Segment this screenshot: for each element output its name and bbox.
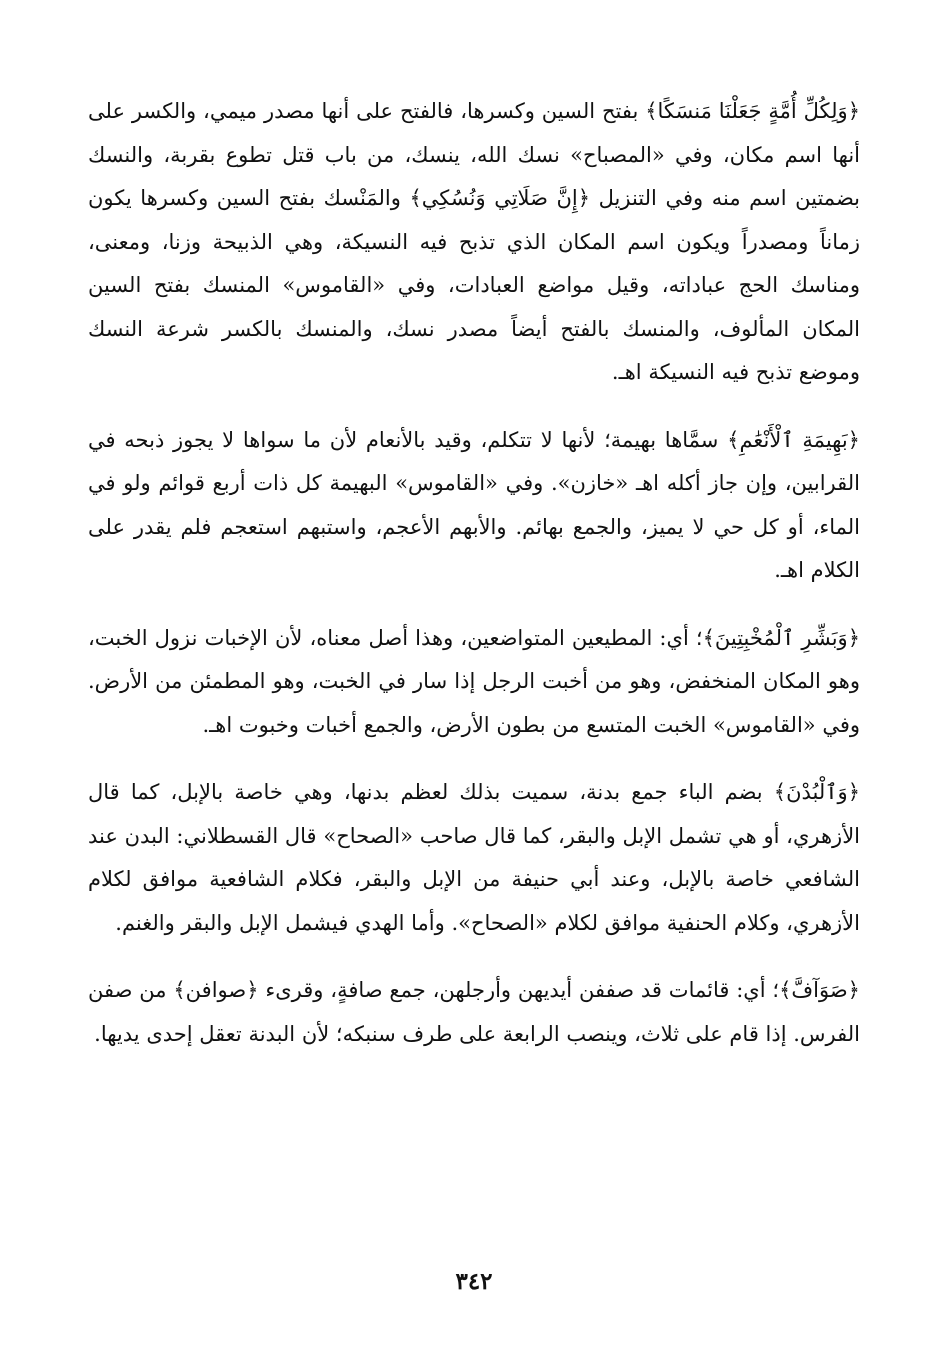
paragraph-al-budn: ﴿وَٱلْبُدْنَ﴾ بضم الباء جمع بدنة، سميت بذلك لعظم بدنها، وهي خاصة بالإبل، كما قال الأزهري، أو هي تشمل الإبل والبقر، كما قال صاحب «الصحاح» قال القسطلاني: البدن عند الشافعي خاصة بالإبل، وعند أبي حنيفة من الإبل والبقر، فكلام الشافعية موافق لكلام الأزهري، وكلام الحنفية موافق لكلام «الصحاح». وأما الهدي فيشمل الإبل والبقر والغنم.	[88, 780, 860, 935]
page-number: ٣٤٢	[455, 1268, 493, 1295]
paragraph-mansak: ﴿وَلِكُلِّ أُمَّةٍ جَعَلْنَا مَنسَكًا﴾ بفتح السين وكسرها، فالفتح على أنها مصدر ميمي، والكسر على أنها اسم مكان، وفي «المصباح» نسك الله، ينسك، من باب قتل تطوع بقربة، والنسك بضمتين اسم منه وفي التنزيل ﴿إِنَّ صَلَاتِي وَنُسُكِي﴾ والمَنْسك بفتح السين وكسرها يكون زماناً ومصدراً ويكون اسم المكان الذي تذبح فيه النسيكة، وهي الذبيحة وزنا، ومعنى، ومناسك الحج عباداته، وقيل مواضع العبادات، وفي «القاموس» المنسك بفتح السين المكان المألوف، والمنسك بالفتح أيضاً مصدر نسك، والمنسك بالكسر شرعة النسك وموضع تذبح فيه النسيكة اهـ.	[88, 99, 860, 384]
paragraph-bahimat-al-anam: ﴿بَهِيمَةِ ٱلْأَنْعَٰمِ﴾ سمَّاها بهيمة؛ لأنها لا تتكلم، وقيد بالأنعام لأن ما سواها لا يجوز ذبحه في القرابين، وإن جاز أكله اهـ «خازن». وفي «القاموس» البهيمة كل ذات أربع قوائم ولو في الماء، أو كل حي لا يميز، والجمع بهائم. والأبهم الأعجم، واستبهم استعجم فلم يقدر على الكلام اهـ.	[88, 427, 860, 582]
paragraph-sawaff: ﴿صَوَآفَّ﴾؛ أي: قائمات قد صففن أيديهن وأرجلهن، جمع صافةٍ، وقرىء ﴿صوافن﴾ من صفن الفرس. إذا قام على ثلاث، وينصب الرابعة على طرف سنبكه؛ لأن البدنة تعقل إحدى يديها.	[88, 978, 860, 1046]
paragraph-al-mukhbitin: ﴿وَبَشِّرِ ٱلْمُخْبِتِينَ﴾؛ أي: المطيعين المتواضعين، وهذا أصل معناه، لأن الإخبات نزول الخبت، وهو المكان المنخفض، وهو من أخبت الرجل إذا سار في الخبت، وهو المطمئن من الأرض. وفي «القاموس» الخبت المتسع من بطون الأرض، والجمع أخبات وخبوت اهـ.	[88, 625, 860, 737]
page-body	[88, 90, 860, 1056]
